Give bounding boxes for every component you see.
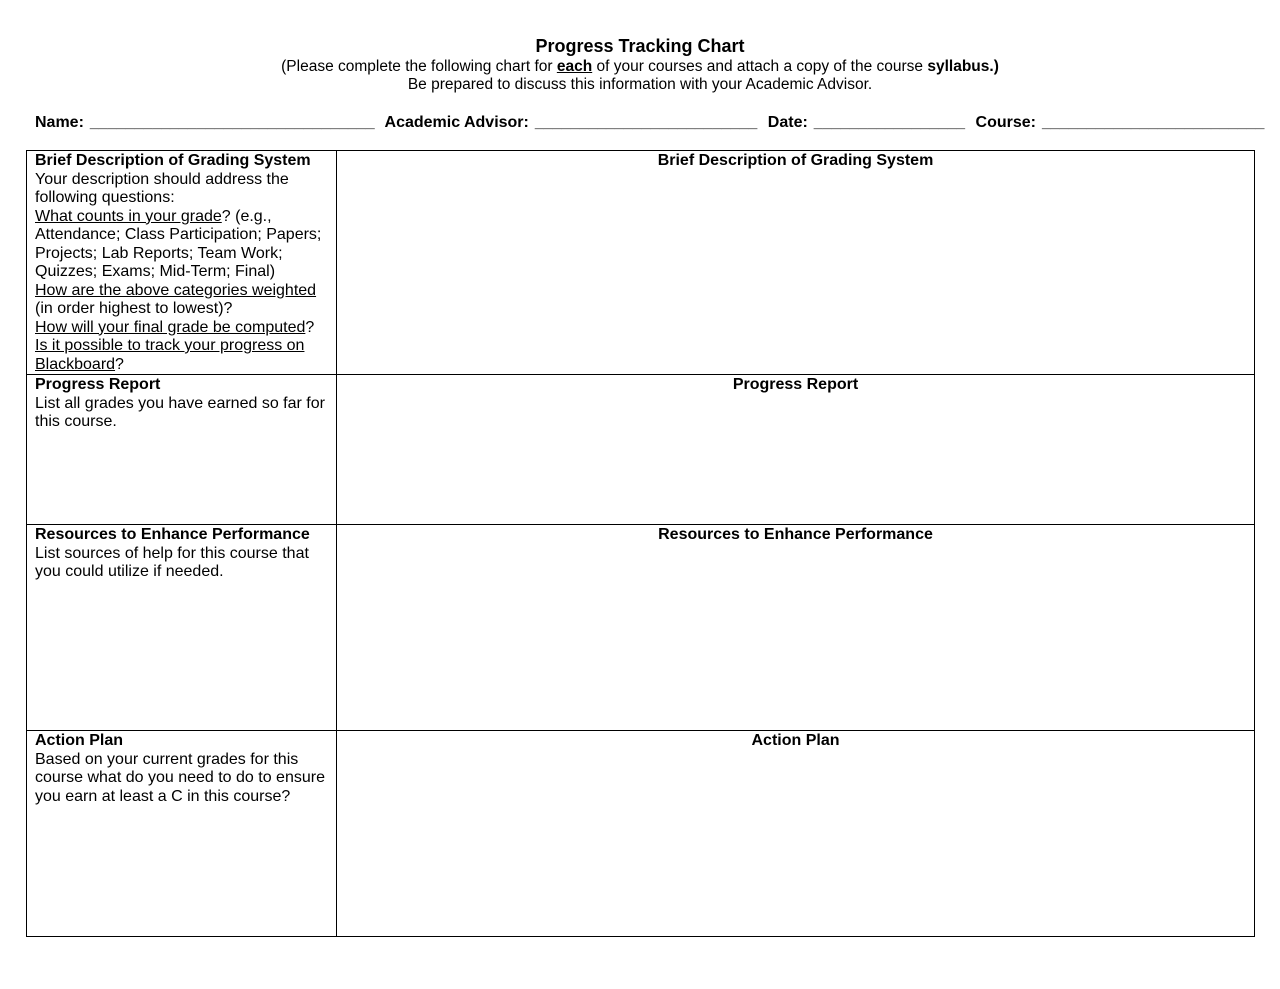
resources-answer-cell[interactable] xyxy=(337,525,1255,731)
table-row xyxy=(27,731,1255,937)
grading-system-prompt-cell xyxy=(27,151,337,375)
action-plan-prompt-cell xyxy=(27,731,337,937)
course-field[interactable]: _________________________ xyxy=(1041,114,1265,131)
page-title: Progress Tracking Chart xyxy=(535,36,745,56)
progress-report-answer-cell[interactable] xyxy=(337,375,1255,525)
row-heading: Resources to Enhance Performance xyxy=(35,526,310,543)
instruction-middle: of your courses and attach a copy of the course xyxy=(592,58,928,75)
question-2 xyxy=(35,282,328,319)
answer-heading: Action Plan xyxy=(751,732,840,749)
header-fields xyxy=(35,113,1264,133)
answer-heading: Resources to Enhance Performance xyxy=(658,526,933,543)
row-description: List all grades you have earned so far for this course. xyxy=(35,394,325,430)
table-row xyxy=(27,375,1255,525)
row-heading: Action Plan xyxy=(35,732,124,749)
action-plan-answer-cell[interactable] xyxy=(337,731,1255,937)
question-3-link: How will your final grade be computed xyxy=(35,318,306,336)
row-heading: Progress Report xyxy=(35,376,161,393)
question-1-link: What counts in your grade xyxy=(35,207,222,225)
advisor-field[interactable]: _________________________ xyxy=(534,114,758,131)
row-description: List sources of help for this course that you could utilize if needed. xyxy=(35,544,309,580)
date-field[interactable]: _________________ xyxy=(813,114,966,131)
course-label: Course: xyxy=(975,114,1036,131)
progress-report-prompt-cell xyxy=(27,375,337,525)
advisor-label: Academic Advisor: xyxy=(384,114,529,131)
question-2-rest: (in order highest to lowest)? xyxy=(35,300,233,317)
row-description: Your description should address the following questions: xyxy=(35,170,289,206)
question-1 xyxy=(35,208,328,282)
instruction-each: each xyxy=(556,58,593,75)
grading-system-answer-cell[interactable] xyxy=(337,151,1255,375)
row-description: Based on your current grades for this course what do you need to do to ensure you earn at least a C in this course? xyxy=(35,750,325,805)
question-3-rest: ? xyxy=(305,318,315,336)
progress-table xyxy=(26,150,1255,937)
question-4 xyxy=(35,337,328,374)
name-label: Name: xyxy=(35,114,84,131)
question-4-link: Is it possible to track your progress on Blackboard xyxy=(35,337,305,373)
resources-prompt-cell xyxy=(27,525,337,731)
instruction-syllabus: syllabus.) xyxy=(927,58,999,75)
question-3 xyxy=(35,319,328,338)
date-label: Date: xyxy=(767,114,808,131)
instruction-line-1 xyxy=(0,58,1280,76)
answer-heading: Brief Description of Grading System xyxy=(657,152,934,169)
instruction-prefix: (Please complete the following chart for xyxy=(281,58,557,75)
row-heading: Brief Description of Grading System xyxy=(35,152,311,169)
question-2-link: How are the above categories weighted xyxy=(35,281,317,299)
answer-heading: Progress Report xyxy=(732,376,859,393)
question-1-rest: ? (e.g., Attendance; Class Participation; Papers; Projects; Lab Reports; Team Work; Quizzes; Exams; Mid-Term; Final) xyxy=(35,207,322,280)
table-row xyxy=(27,525,1255,731)
table-row xyxy=(27,151,1255,375)
name-field[interactable]: ________________________________ xyxy=(89,114,375,131)
instruction-line-2: Be prepared to discuss this information with your Academic Advisor. xyxy=(407,76,873,93)
question-4-rest: ? xyxy=(115,355,124,373)
